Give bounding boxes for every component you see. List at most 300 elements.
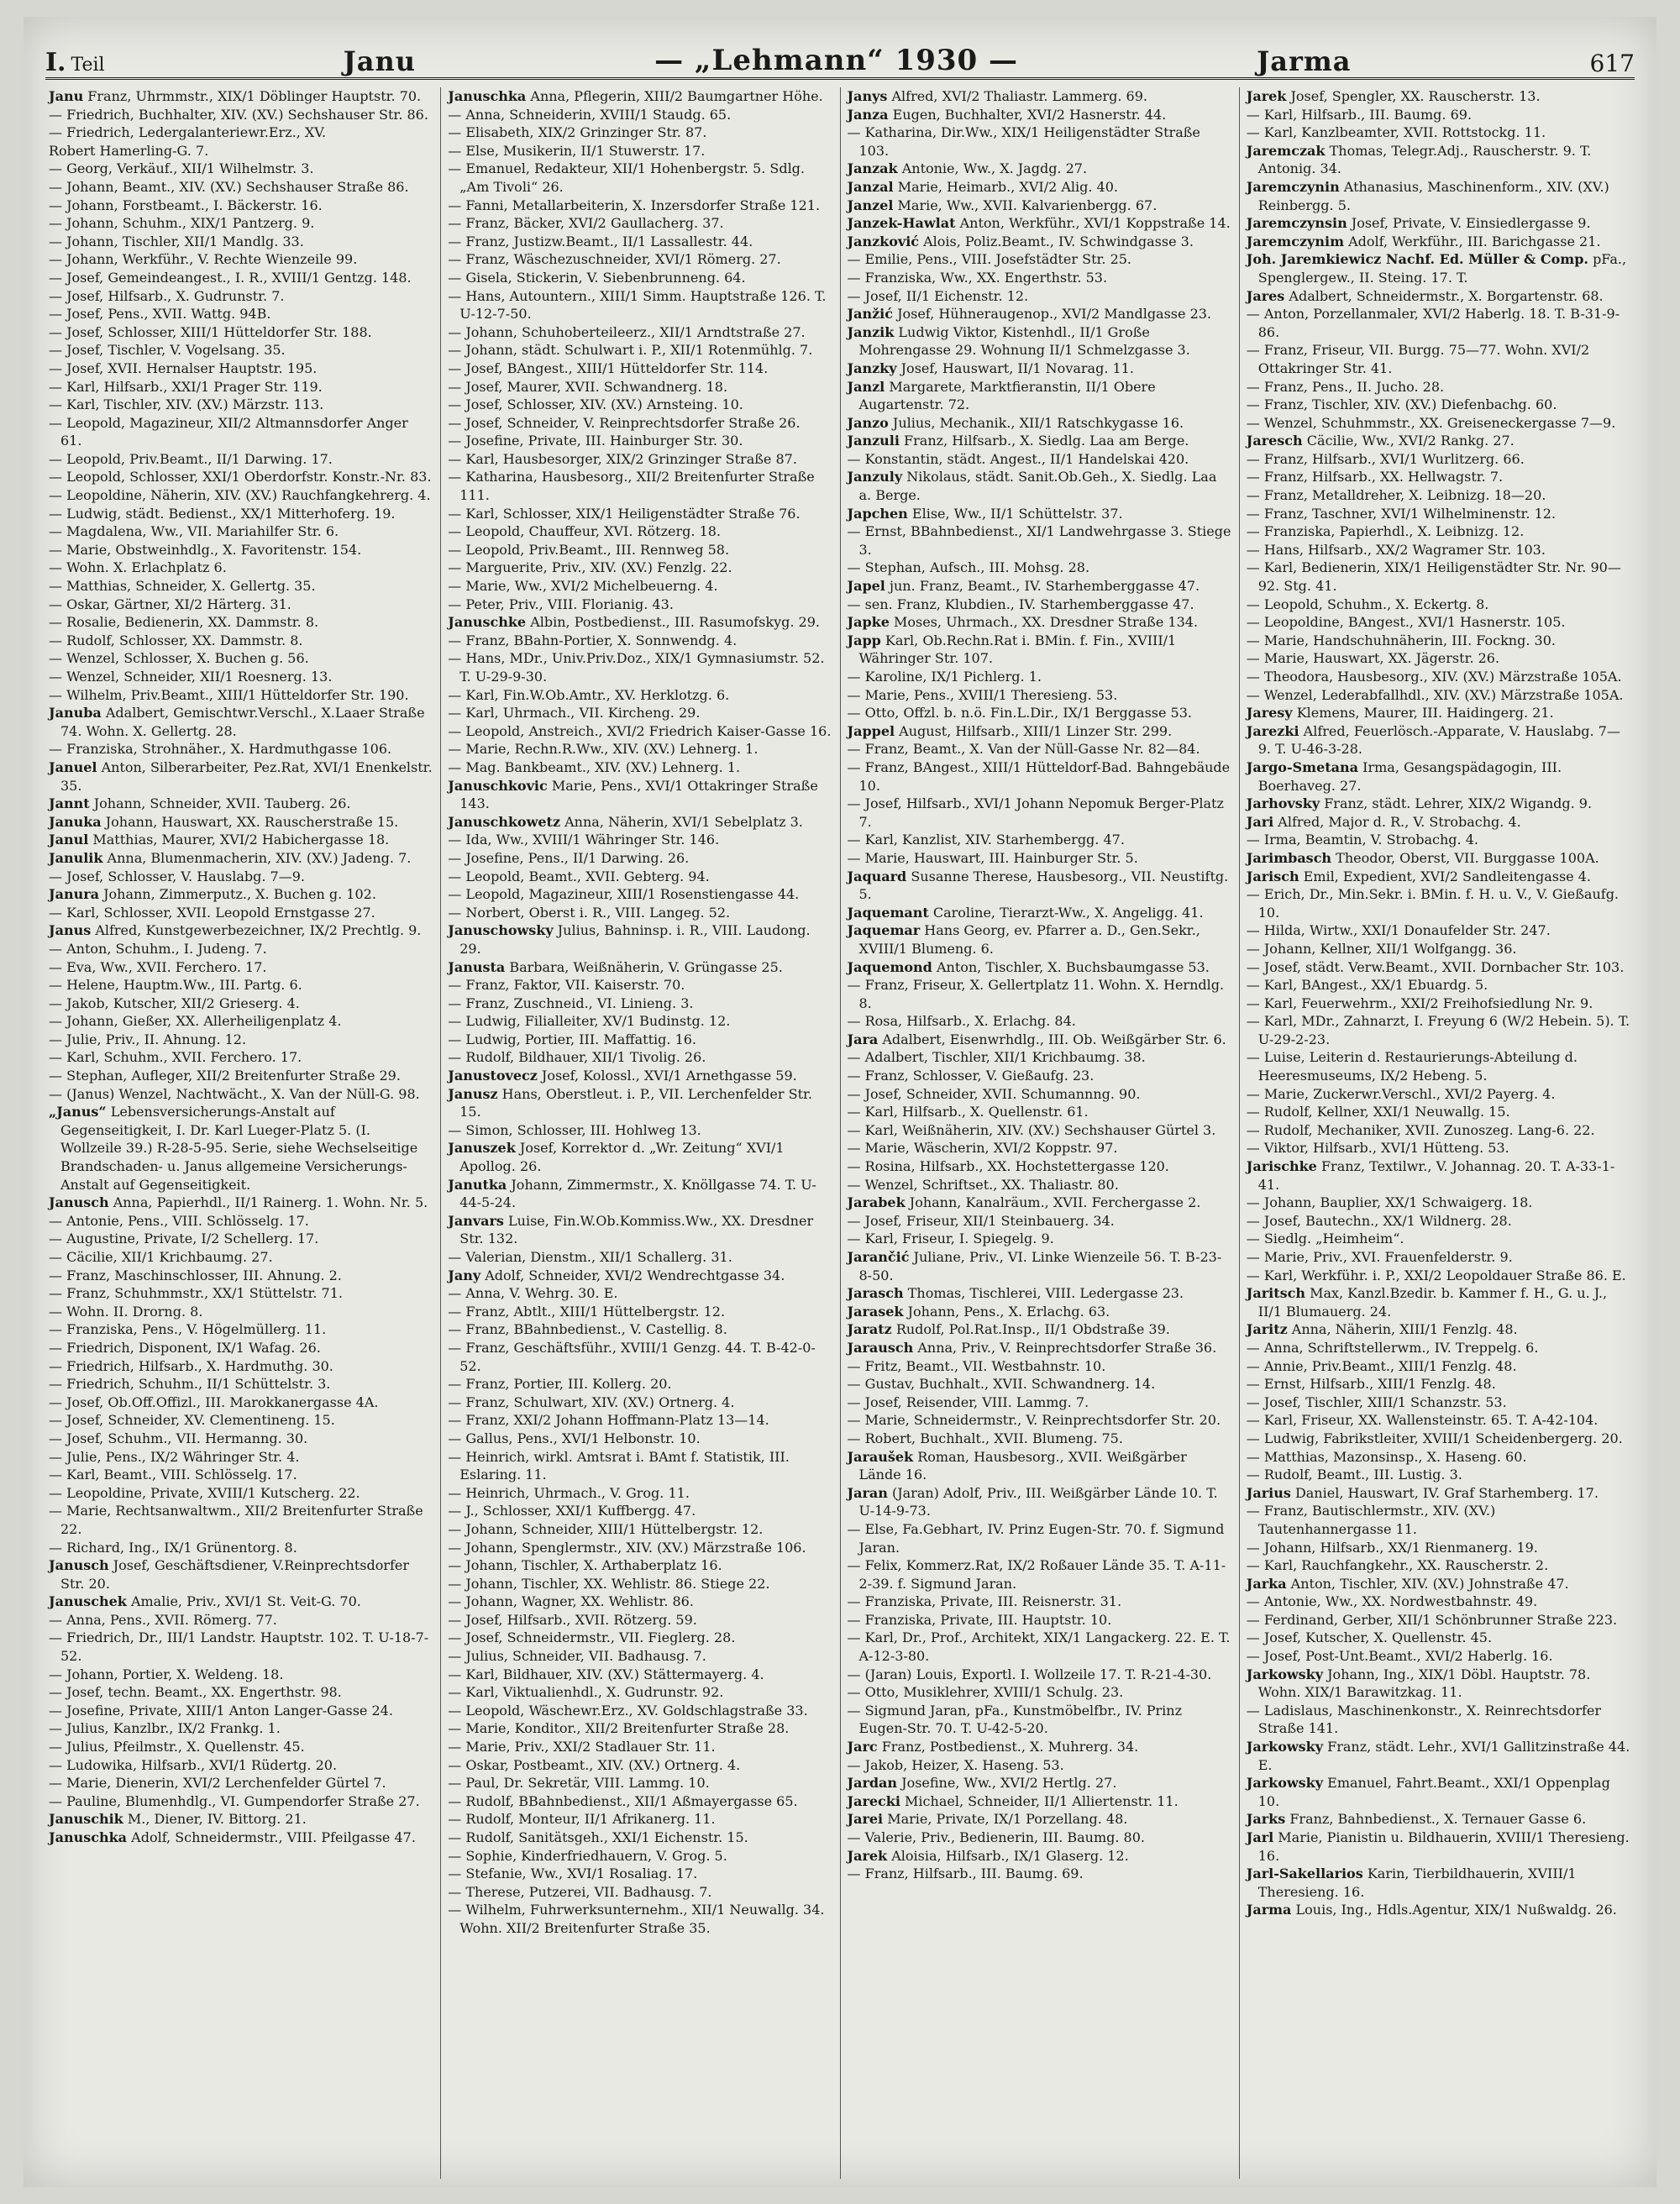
directory-entry [49, 1484, 433, 1503]
directory-entry [848, 1593, 1232, 1611]
entry-details: Julius, Bahninsp. i. R., VIII. Laudong. 29. [459, 922, 811, 957]
entry-details: — Ernst, BBahnbedienst., XI/1 Landwehrgasse 3. Stiege 3. [847, 523, 1231, 558]
entry-details: — Friedrich, Schuhm., II/1 Schüttelstr. 3. [49, 1376, 331, 1393]
directory-entry [49, 758, 433, 795]
directory-entry [1247, 214, 1631, 233]
entry-details: Franz, Postbedienst., X. Muhrerg. 34. [881, 1739, 1139, 1755]
entry-details: — Franz, Schlosser, V. Gießaufg. 23. [847, 1068, 1095, 1084]
entry-details: Anton, Tischler, X. Buchsbaumgasse 53. [936, 958, 1210, 975]
entry-details: Moses, Uhrmach., XX. Dresdner Straße 134. [893, 614, 1199, 631]
directory-entry [49, 704, 433, 740]
directory-entry [49, 1212, 433, 1231]
directory-entry [848, 758, 1232, 795]
entry-surname: Jarka [1246, 1575, 1287, 1592]
directory-entry [49, 686, 433, 705]
directory-entry [1247, 704, 1631, 722]
entry-details: Rudolf, Pol.Rat.Insp., II/1 Obdstraße 39. [895, 1321, 1170, 1338]
entry-details: Josef, Spengler, XX. Rauscherstr. 13. [1290, 88, 1541, 104]
entry-surname: Janusz [448, 1085, 498, 1102]
directory-entry [448, 849, 832, 868]
entry-details: — Adalbert, Tischler, XII/1 Krichbaumg. 38. [847, 1049, 1146, 1066]
entry-details: Josef, Kolossl., XVI/1 Arnethgasse 59. [541, 1068, 797, 1084]
directory-entry [49, 123, 433, 142]
directory-entry [1247, 1556, 1631, 1575]
directory-entry [448, 522, 832, 541]
entry-surname: Jappel [847, 722, 895, 739]
directory-entry [848, 1829, 1232, 1847]
directory-entry [448, 269, 832, 287]
directory-entry [49, 1067, 433, 1085]
entry-details: — Josef, Post-Unt.Beamt., XVI/2 Haberlg. 16. [1246, 1648, 1553, 1665]
entry-details: — Hans, Hilfsarb., XX/2 Wagramer Str. 103. [1246, 541, 1546, 558]
entry-details: Eugen, Buchhalter, XVI/2 Hasnerstr. 44. [892, 106, 1167, 123]
entry-details: — Wenzel, Schuhmmstr., XX. Greiseneckergasse 7—9. [1246, 414, 1616, 431]
directory-entry [848, 160, 1232, 178]
directory-entry [448, 1756, 832, 1775]
entry-surname: Janžić [847, 306, 893, 323]
entry-details: — Rudolf, Bildhauer, XII/1 Tivolig. 26. [448, 1049, 706, 1066]
entry-details: Marie, Private, IX/1 Porzellang. 48. [887, 1811, 1128, 1828]
entry-details: — Heinrich, wirkl. Amtsrat i. BAmt f. Statistik, III. Eslaring. 11. [448, 1448, 790, 1483]
entry-details: Johann, Hauswart, XX. Rauscherstraße 15. [105, 813, 399, 830]
entry-surname: Janu [49, 88, 84, 104]
entry-details: — Rosa, Hilfsarb., X. Erlachg. 84. [847, 1013, 1076, 1030]
directory-entry [1247, 976, 1631, 994]
directory-entry [448, 1792, 832, 1811]
directory-entry [1247, 1357, 1631, 1376]
directory-entry [49, 1683, 433, 1702]
entry-surname: Jaraušek [847, 1448, 914, 1465]
entry-details: Johann, Kanalräum., XVII. Ferchergasse 2. [909, 1194, 1201, 1211]
entry-details: — Karl, Friseur, I. Spiegelg. 9. [847, 1231, 1054, 1247]
entry-details: pFa., Spenglergew., II. Steing. 17. T. [1257, 251, 1627, 286]
entry-details: — Ernst, Hilfsarb., XIII/1 Fenzlg. 48. [1246, 1376, 1496, 1393]
entry-details: — Ludwig, städt. Bedienst., XX/1 Mitterhoferg. 19. [49, 505, 396, 522]
directory-entry [448, 1702, 832, 1720]
directory-entry [448, 1048, 832, 1067]
entry-details: Alfred, Major d. R., V. Strobachg. 4. [1278, 813, 1521, 830]
directory-entry [49, 359, 433, 378]
entry-details: — Marie, Schneidermstr., V. Reinprechtsdorfer Str. 20. [847, 1412, 1221, 1429]
directory-entry [448, 831, 832, 849]
directory-entry [448, 921, 832, 958]
entry-details: — Friedrich, Hilfsarb., X. Hardmuthg. 30. [49, 1357, 333, 1374]
entry-details: — Marie, Handschuhnäherin, III. Fockng. 30. [1246, 632, 1556, 648]
directory-entry [49, 250, 433, 269]
entry-details: — Johann, Tischler, XX. Wehlistr. 86. Stiege 22. [448, 1575, 770, 1592]
directory-entry [848, 1611, 1232, 1629]
entry-surname: Jarausch [847, 1339, 914, 1356]
directory-entry [848, 740, 1232, 758]
entry-details: — Rudolf, Sanitätsgeh., XXI/1 Eichenstr. 15. [448, 1829, 748, 1845]
last-entry-word: Jarma [1257, 45, 1352, 77]
entry-details: — Rosina, Hilfsarb., XX. Hochstettergasse 120. [847, 1158, 1169, 1175]
directory-entry [1247, 649, 1631, 668]
entry-surname: Januschkowetz [448, 813, 561, 830]
directory-entry [848, 1121, 1232, 1140]
directory-entry [848, 178, 1232, 197]
directory-entry [848, 795, 1232, 831]
directory-entry [49, 414, 433, 450]
directory-entry [49, 1466, 433, 1484]
entry-details: — Katharina, Hausbesorg., XII/2 Breitenfurter Straße 111. [448, 469, 815, 504]
entry-details: — Franziska, Private, III. Hauptstr. 10. [847, 1611, 1112, 1628]
entry-surname: Januschowsky [448, 922, 554, 939]
entry-details: — Josef, Schneidermstr., VII. Fieglerg. 28. [448, 1629, 736, 1646]
entry-details: — Gustav, Buchhalt., XVII. Schwandnerg. 14. [847, 1376, 1156, 1393]
directory-entry [1247, 450, 1631, 469]
directory-entry [448, 1810, 832, 1829]
directory-entry [1247, 1393, 1631, 1412]
entry-details: (Jaran) Adolf, Priv., III. Weißgärber Lände 10. T. U-14-9-73. [858, 1484, 1218, 1519]
entry-details: — Wenzel, Schneider, XII/1 Roesnerg. 13. [49, 669, 333, 685]
entry-details: Johann, Ing., XIX/1 Döbl. Hauptstr. 78. Wohn. XIX/1 Barawitzkag. 11. [1257, 1666, 1591, 1701]
directory-entry [49, 1666, 433, 1684]
directory-entry [49, 868, 433, 886]
entry-details: Josef, Hühneraugenop., XVI/2 Mandlgasse 23. [897, 306, 1212, 323]
entry-details: — Franz, Portier, III. Kollerg. 20. [448, 1376, 672, 1393]
entry-details: Barbara, Weißnäherin, V. Grüngasse 25. [509, 958, 783, 975]
directory-entry [448, 214, 832, 233]
entry-details: — Karl, BAngest., XX/1 Ebuardg. 5. [1246, 977, 1488, 994]
entry-details: Anna, Pflegerin, XIII/2 Baumgartner Höhe. [530, 88, 823, 104]
entry-details: Antonie, Ww., X. Jagdg. 27. [901, 160, 1088, 177]
directory-entry [848, 1031, 1232, 1049]
directory-entry [49, 541, 433, 559]
directory-entry [1247, 432, 1631, 450]
directory-entry [448, 704, 832, 722]
entry-details: — Josef, techn. Beamt., XX. Engerthstr. 98. [49, 1684, 342, 1701]
directory-entry [448, 1320, 832, 1339]
entry-details: — Leopold, Anstreich., XVI/2 Friedrich Kaiser-Gasse 16. [448, 722, 832, 739]
directory-entry [49, 1411, 433, 1430]
entry-details: Elise, Ww., II/1 Schüttelstr. 37. [911, 505, 1123, 522]
entry-details: — Karl, Hilfsarb., X. Quellenstr. 61. [847, 1104, 1089, 1120]
directory-entry [1247, 1502, 1631, 1538]
entry-details: — Josef, Bautechn., XX/1 Wildnerg. 28. [1246, 1212, 1512, 1229]
entry-details: Cäcilie, Ww., XVI/2 Rankg. 27. [1306, 433, 1515, 449]
entry-details: — Josef, Schneider, XVII. Schumannng. 90. [847, 1085, 1141, 1102]
directory-entry [448, 868, 832, 886]
entry-details: — Ludowika, Hilfsarb., XVI/1 Rüdertg. 20. [49, 1756, 338, 1773]
entry-surname: Janzuli [847, 433, 900, 449]
entry-details: — Hans, Autountern., XIII/1 Simm. Hauptstraße 126. T. U-12-7-50. [448, 287, 827, 323]
entry-surname: Janzky [847, 359, 897, 376]
directory-entry [49, 160, 433, 178]
directory-entry [448, 1284, 832, 1303]
entry-details: Alfred, Kunstgewerbezeichner, IX/2 Prechtlg. 9. [95, 922, 422, 939]
entry-details: — Josef, Friseur, XII/1 Steinbauerg. 34. [847, 1212, 1115, 1229]
directory-entry [448, 613, 832, 632]
entry-surname: Jarks [1246, 1811, 1286, 1828]
entry-details: — Stefanie, Ww., XVI/1 Rosaliag. 17. [448, 1866, 698, 1882]
entry-details: — Wenzel, Lederabfallhdl., XIV. (XV.) Märzstraße 105A. [1246, 686, 1624, 703]
entry-surname: Januka [49, 813, 102, 830]
directory-entry [49, 885, 433, 904]
entry-details: — Anna, V. Wehrg. 30. E. [448, 1285, 618, 1302]
entry-details: — Leopold, Priv.Beamt., II/1 Darwing. 17. [49, 450, 333, 467]
entry-details: — Johann, städt. Schulwart i. P., XII/1 Rotenmühlg. 7. [448, 342, 813, 359]
directory-entry [49, 849, 433, 868]
entry-details: — Leopold, Schuhm., X. Eckertg. 8. [1246, 596, 1489, 612]
entry-details: — Johann, Tischler, XII/1 Mandlg. 33. [49, 233, 304, 249]
directory-entry [448, 596, 832, 614]
directory-entry [1247, 486, 1631, 505]
directory-entry [848, 522, 1232, 559]
entry-details: — Josef, städt. Verw.Beamt., XVII. Dornbacher Str. 103. [1246, 958, 1625, 975]
directory-entry [49, 1448, 433, 1467]
directory-entry [1247, 1539, 1631, 1557]
entry-details: — Wenzel, Schlosser, X. Buchen g. 56. [49, 650, 309, 667]
entry-details: — Josef, Hilfsarb., XVII. Rötzerg. 59. [448, 1611, 697, 1628]
entry-surname: Jaquemar [847, 922, 921, 939]
entry-details: Margarete, Marktfieranstin, II/1 Obere Augartenstr. 72. [858, 378, 1156, 413]
directory-entry [1247, 1466, 1631, 1484]
entry-details: — Karl, Bedienerin, XIX/1 Heiligenstädter Str. Nr. 90—92. Stg. 41. [1246, 559, 1621, 595]
entry-surname: Jarabek [847, 1194, 906, 1211]
directory-entry [448, 414, 832, 433]
entry-details: — Emanuel, Redakteur, XII/1 Hohenbergstr. 5. Sdlg. „Am Tivoli“ 26. [448, 160, 806, 195]
entry-surname: Jarkowsky [1246, 1775, 1324, 1792]
directory-entry [1247, 1267, 1631, 1285]
entry-details: Marie, Ww., XVII. Kalvarienbergg. 67. [897, 197, 1158, 213]
directory-entry [448, 777, 832, 813]
entry-surname: Jarischke [1246, 1158, 1317, 1175]
entry-details: — Josef, II/1 Eichenstr. 12. [847, 287, 1029, 304]
entry-details: — Matthias, Schneider, X. Gellertg. 35. [49, 578, 316, 595]
entry-details: — Leopoldine, BAngest., XVI/1 Hasnerstr. 105. [1246, 614, 1566, 631]
directory-entry [1247, 1085, 1631, 1104]
directory-entry [49, 1031, 433, 1049]
directory-entry [448, 813, 832, 832]
directory-entry [49, 522, 433, 541]
entry-details: — Josefine, Private, III. Hainburger Str. 30. [448, 433, 743, 449]
entry-surname: Jarius [1246, 1484, 1291, 1501]
directory-column-2 [441, 87, 840, 2179]
entry-details: — Friedrich, Buchhalter, XIV. (XV.) Sechshauser Str. 86. [49, 106, 428, 123]
entry-details: — Ida, Ww., XVIII/1 Währinger Str. 146. [448, 832, 720, 848]
entry-details: — Franz, Beamt., X. Van der Nüll-Gasse Nr. 82—84. [847, 741, 1200, 758]
entry-details: — Julius, Schneider, VII. Badhausg. 7. [448, 1648, 706, 1665]
directory-entry [49, 486, 433, 505]
entry-surname: Jarančić [847, 1249, 910, 1265]
entry-details: — Fritz, Beamt., VII. Westbahnstr. 10. [847, 1357, 1106, 1374]
directory-entry [49, 740, 433, 758]
entry-details: — Josefine, Private, XIII/1 Anton Langer-Gasse 24. [49, 1702, 393, 1719]
entry-details: — Matthias, Mazonsinsp., X. Haseng. 60. [1246, 1448, 1527, 1465]
directory-entry [848, 686, 1232, 705]
entry-details: — Norbert, Oberst i. R., VIII. Langeg. 52. [448, 904, 731, 921]
directory-entry [1247, 1320, 1631, 1339]
directory-entry [49, 1810, 433, 1829]
entry-surname: Jarek [847, 1847, 888, 1864]
entry-details: — Franz, Justizw.Beamt., II/1 Lassallestr. 44. [448, 233, 753, 249]
entry-details: — Anna, Pens., XVII. Römerg. 77. [49, 1611, 277, 1628]
directory-entry [448, 994, 832, 1013]
entry-details: Hans, Oberstleut. i. P., VII. Lerchenfelder Str. 15. [459, 1085, 812, 1120]
directory-entry [1247, 1012, 1631, 1048]
directory-entry [49, 1611, 433, 1629]
entry-details: — Ferdinand, Gerber, XII/1 Schönbrunner Straße 223. [1246, 1611, 1618, 1628]
directory-entry [448, 686, 832, 705]
entry-details: — Hans, MDr., Univ.Priv.Doz., XIX/1 Gymnasiumstr. 52. T. U-29-9-30. [448, 650, 825, 685]
directory-entry [448, 359, 832, 378]
entry-details: — Josef, Schuhm., VII. Hermanng. 30. [49, 1430, 308, 1446]
directory-entry [49, 596, 433, 614]
directory-entry [1247, 233, 1631, 251]
directory-entry [448, 559, 832, 577]
directory-entry [49, 976, 433, 994]
entry-details: Anton, Werkführ., XVI/1 Koppstraße 14. [959, 215, 1231, 232]
entry-details: — Karl, Hausbesorger, XIX/2 Grinzinger Straße 87. [448, 450, 797, 467]
entry-details: — Heinrich, Uhrmach., V. Grog. 11. [448, 1484, 690, 1501]
entry-details: — Josef, Hilfsarb., XVI/1 Johann Nepomuk Berger-Platz 7. [847, 795, 1224, 830]
entry-surname: Janza [847, 106, 889, 123]
entry-details: — Franz, BAngest., XIII/1 Hütteldorf-Bad. Bahngebäude 10. [847, 758, 1231, 794]
directory-entry [448, 142, 832, 160]
directory-entry [448, 577, 832, 596]
directory-entry [848, 1284, 1232, 1303]
entry-details: — Konstantin, städt. Angest., II/1 Handelskai 420. [847, 450, 1189, 467]
directory-entry [848, 323, 1232, 359]
directory-entry [448, 1085, 832, 1121]
directory-entry [49, 214, 433, 233]
entry-details: — Antonie, Pens., VIII. Schlösselg. 17. [49, 1212, 309, 1229]
directory-entry [448, 1430, 832, 1448]
directory-entry [448, 287, 832, 323]
directory-entry [49, 450, 433, 469]
entry-details: Anton, Silberarbeiter, Pez.Rat, XVI/1 Enenkelstr. 35. [60, 758, 433, 794]
directory-entry [448, 1339, 832, 1375]
entry-details: — Johann, Forstbeamt., I. Bäckerstr. 16. [49, 197, 323, 213]
directory-entry [848, 1303, 1232, 1321]
entry-details: — Karl, Kanzlist, XIV. Starhembergg. 47. [847, 832, 1125, 848]
entry-surname: Jaresch [1246, 433, 1303, 449]
entry-details: — Hilda, Wirtw., XXI/1 Donaufelder Str. 247. [1246, 922, 1551, 939]
directory-entry [448, 1738, 832, 1756]
entry-details: — Johann, Tischler, X. Arthaberplatz 16. [448, 1557, 722, 1574]
entry-surname: Janvars [448, 1212, 504, 1229]
directory-entry [448, 160, 832, 196]
entry-surname: Jarisch [1246, 868, 1299, 884]
directory-entry [448, 649, 832, 685]
directory-entry [49, 813, 433, 832]
directory-entry [448, 1901, 832, 1937]
directory-entry [448, 341, 832, 359]
directory-column-1 [42, 87, 441, 2179]
entry-details: Adolf, Schneider, XVI/2 Wendrechtgasse 34. [485, 1267, 785, 1283]
directory-entry [448, 740, 832, 758]
directory-entry [1247, 1484, 1631, 1503]
entry-details: — Franz, XXI/2 Johann Hoffmann-Platz 13—14. [448, 1412, 769, 1429]
directory-entry [49, 505, 433, 523]
entry-surname: Japchen [847, 505, 908, 522]
directory-entry [1247, 758, 1631, 795]
entry-details: — Annie, Priv.Beamt., XIII/1 Fenzlg. 48. [1246, 1357, 1517, 1374]
entry-details: Emil, Expedient, XVI/2 Sandleitengasse 4. [1303, 868, 1591, 884]
entry-surname: Januszek [448, 1140, 516, 1157]
entry-details: Robert Hamerling-G. 7. [49, 142, 209, 159]
directory-entry [848, 87, 1232, 106]
entry-surname: Jarl [1246, 1829, 1274, 1845]
entry-details: — (Jaran) Louis, Exportl. I. Wollzeile 17. T. R-21-4-30. [847, 1666, 1212, 1682]
directory-entry [1247, 1121, 1631, 1140]
directory-entry [1247, 940, 1631, 958]
directory-entry [448, 87, 832, 106]
directory-entry [49, 921, 433, 940]
directory-entry [1247, 1575, 1631, 1593]
entry-surname: Janustovecz [448, 1068, 538, 1084]
entry-details: — Julius, Kanzlbr., IX/2 Frankg. 1. [49, 1720, 281, 1737]
entry-details: — Josef, Hilfsarb., X. Gudrunstr. 7. [49, 287, 285, 304]
directory-entry [848, 505, 1232, 523]
directory-entry [1247, 1901, 1631, 1919]
entry-details: — Karl, Dr., Prof., Architekt, XIX/1 Langackerg. 22. E. T. A-12-3-80. [847, 1629, 1231, 1665]
directory-entry [1247, 1430, 1631, 1448]
directory-entry [448, 1212, 832, 1248]
entry-details: — Leopold, Chauffeur, XVI. Rötzerg. 18. [448, 523, 722, 540]
directory-entry [448, 1575, 832, 1593]
directory-entry [1247, 414, 1631, 433]
entry-details: — Johann, Bauplier, XX/1 Schwaigerg. 18. [1246, 1194, 1533, 1211]
entry-details: — Karl, Fin.W.Ob.Amtr., XV. Herklotzg. 6. [448, 686, 730, 703]
directory-entry [49, 1756, 433, 1775]
directory-entry [448, 904, 832, 922]
directory-entry [848, 123, 1232, 160]
entry-surname: Janzik [847, 323, 895, 340]
entry-details: Susanne Therese, Hausbesorg., VII. Neustiftg. 5. [858, 868, 1229, 903]
directory-page [24, 17, 1656, 2187]
entry-details: — Franz, Friseur, VII. Burgg. 75—77. Wohn. XVI/2 Ottakringer Str. 41. [1246, 342, 1590, 376]
entry-surname: Joh. Jaremkiewicz Nachf. Ed. Müller & Comp. [1246, 251, 1588, 268]
entry-details: Franz, städt. Lehrer, XIX/2 Wigandg. 9. [1324, 795, 1593, 812]
directory-entry [448, 1629, 832, 1647]
directory-entry [49, 1593, 433, 1611]
directory-entry [848, 1339, 1232, 1357]
entry-details: Thomas, Telegr.Adj., Rauscherstr. 9. T. Antonig. 34. [1257, 142, 1592, 177]
directory-entry [848, 704, 1232, 722]
entry-details: — Josef, Schneider, XV. Clementineng. 15. [49, 1412, 335, 1429]
entry-details: — Josef, Tischler, V. Vogelsang. 35. [49, 342, 286, 359]
entry-details: — Josef, Tischler, XIII/1 Schanzstr. 53. [1246, 1393, 1507, 1410]
entry-details: — Johann, Spenglermstr., XIV. (XV.) Märzstraße 106. [448, 1539, 806, 1556]
entry-details: Klemens, Maurer, III. Haidingerg. 21. [1296, 705, 1554, 722]
directory-entry [448, 123, 832, 142]
directory-entry [848, 868, 1232, 904]
directory-entry [1247, 1647, 1631, 1666]
directory-entry [1247, 559, 1631, 595]
directory-entry [448, 396, 832, 414]
entry-surname: Jarasch [847, 1285, 904, 1302]
directory-entry [1247, 813, 1631, 832]
entry-details: — Stephan, Aufleger, XII/2 Breitenfurter Straße 29. [49, 1068, 401, 1084]
directory-entry [448, 1774, 832, 1792]
directory-entry [848, 1194, 1232, 1212]
entry-details: — Franz, Metalldreher, X. Leibnizg. 18—20. [1246, 487, 1546, 504]
entry-details: — Josef, Ob.Off.Offizl., III. Marokkanergasse 4A. [49, 1393, 379, 1410]
entry-details: Johann, Schneider, XVII. Tauberg. 26. [93, 795, 351, 812]
directory-entry [848, 1139, 1232, 1157]
entry-details: — Julius, Pfeilmstr., X. Quellenstr. 45. [49, 1739, 305, 1755]
directory-entry [448, 1829, 832, 1847]
directory-entry [49, 831, 433, 849]
directory-entry [848, 1248, 1232, 1284]
directory-entry [448, 1303, 832, 1321]
entry-details: Emanuel, Fahrt.Beamt., XXI/1 Oppenplag 10. [1257, 1775, 1610, 1809]
directory-entry [49, 233, 433, 251]
entry-details: Karl, Ob.Rechn.Rat i. BMin. f. Fin., XVIII/1 Währinger Str. 107. [858, 632, 1177, 667]
entry-details: — Josef, Maurer, XVII. Schwandnerg. 18. [448, 378, 728, 395]
